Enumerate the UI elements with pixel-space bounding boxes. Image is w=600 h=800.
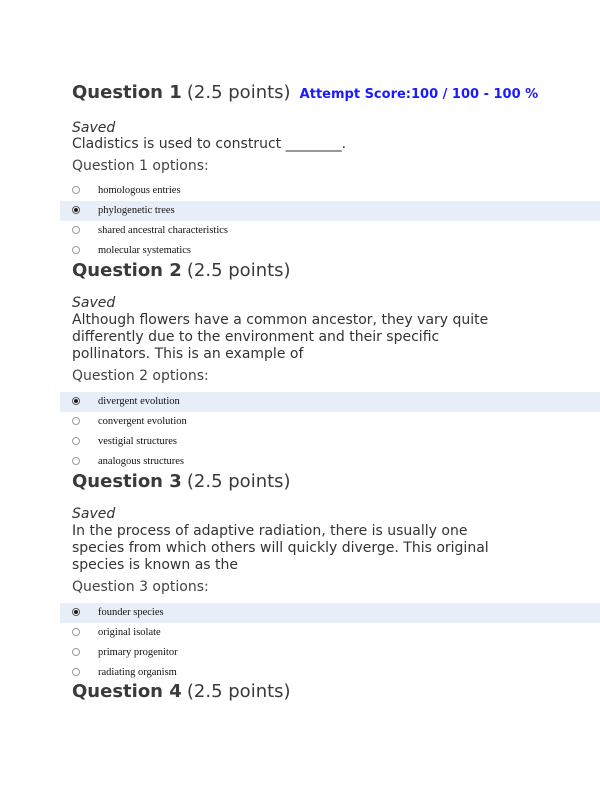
option-label[interactable]: convergent evolution <box>98 416 187 427</box>
saved-status: Saved <box>72 120 116 136</box>
question-options-label: Question 2 options: <box>72 368 209 384</box>
option-vestigial-structures[interactable] <box>60 432 600 452</box>
radio-button[interactable] <box>72 648 80 656</box>
question-header <box>72 471 291 493</box>
options-list <box>60 603 600 683</box>
option-analogous-structures[interactable] <box>60 452 600 472</box>
options-list <box>60 181 600 261</box>
question-header <box>72 681 291 703</box>
option-original-isolate[interactable] <box>60 623 600 643</box>
question-text: Although flowers have a common ancestor, they vary quite differently due to the environment and their specific pollinators. This is an example of <box>72 312 489 362</box>
question-points: (2.5 points) <box>186 82 291 103</box>
radio-button-selected[interactable] <box>72 608 80 616</box>
option-founder-species[interactable] <box>60 603 600 623</box>
option-radiating-organism[interactable] <box>60 663 600 683</box>
option-label[interactable]: primary progenitor <box>98 647 178 658</box>
radio-button[interactable] <box>72 186 80 194</box>
question-title: Question 2 <box>72 260 182 281</box>
question-header <box>72 260 291 282</box>
option-label[interactable]: homologous entries <box>98 185 181 196</box>
option-label[interactable]: vestigial structures <box>98 436 178 447</box>
option-primary-progenitor[interactable] <box>60 643 600 663</box>
option-label[interactable]: radiating organism <box>98 667 177 678</box>
question-options-label: Question 1 options: <box>72 158 209 174</box>
saved-status: Saved <box>72 295 116 311</box>
question-text: In the process of adaptive radiation, there is usually one species from which others will quickly diverge. This original species is known as the <box>72 523 489 573</box>
question-text: Cladistics is used to construct ________. <box>72 136 347 152</box>
options-list <box>60 392 600 472</box>
radio-button[interactable] <box>72 246 80 254</box>
option-label[interactable]: shared ancestral characteristics <box>98 225 229 236</box>
option-label[interactable]: founder species <box>98 607 164 618</box>
option-label[interactable]: phylogenetic trees <box>98 205 175 216</box>
question-points: (2.5 points) <box>186 471 291 492</box>
attempt-score: Attempt Score:100 / 100 - 100 % <box>299 87 539 102</box>
option-shared-ancestral-characteristics[interactable] <box>60 221 600 241</box>
question-points: (2.5 points) <box>186 260 291 281</box>
radio-button[interactable] <box>72 628 80 636</box>
question-points: (2.5 points) <box>186 681 291 702</box>
option-divergent-evolution[interactable] <box>60 392 600 412</box>
option-molecular-systematics[interactable] <box>60 241 600 261</box>
option-homologous-entries[interactable] <box>60 181 600 201</box>
question-options-label: Question 3 options: <box>72 579 209 595</box>
question-title: Question 4 <box>72 681 182 702</box>
radio-button[interactable] <box>72 668 80 676</box>
radio-button[interactable] <box>72 417 80 425</box>
option-label[interactable]: analogous structures <box>98 456 185 467</box>
question-title: Question 3 <box>72 471 182 492</box>
option-label[interactable]: original isolate <box>98 627 161 638</box>
option-label[interactable]: molecular systematics <box>98 245 192 256</box>
question-header <box>72 82 538 106</box>
radio-button-selected[interactable] <box>72 206 80 214</box>
question-title: Question 1 <box>72 82 182 103</box>
option-phylogenetic-trees[interactable] <box>60 201 600 221</box>
option-convergent-evolution[interactable] <box>60 412 600 432</box>
radio-button[interactable] <box>72 226 80 234</box>
saved-status: Saved <box>72 506 116 522</box>
radio-button-selected[interactable] <box>72 397 80 405</box>
radio-button[interactable] <box>72 457 80 465</box>
radio-button[interactable] <box>72 437 80 445</box>
option-label[interactable]: divergent evolution <box>98 396 180 407</box>
